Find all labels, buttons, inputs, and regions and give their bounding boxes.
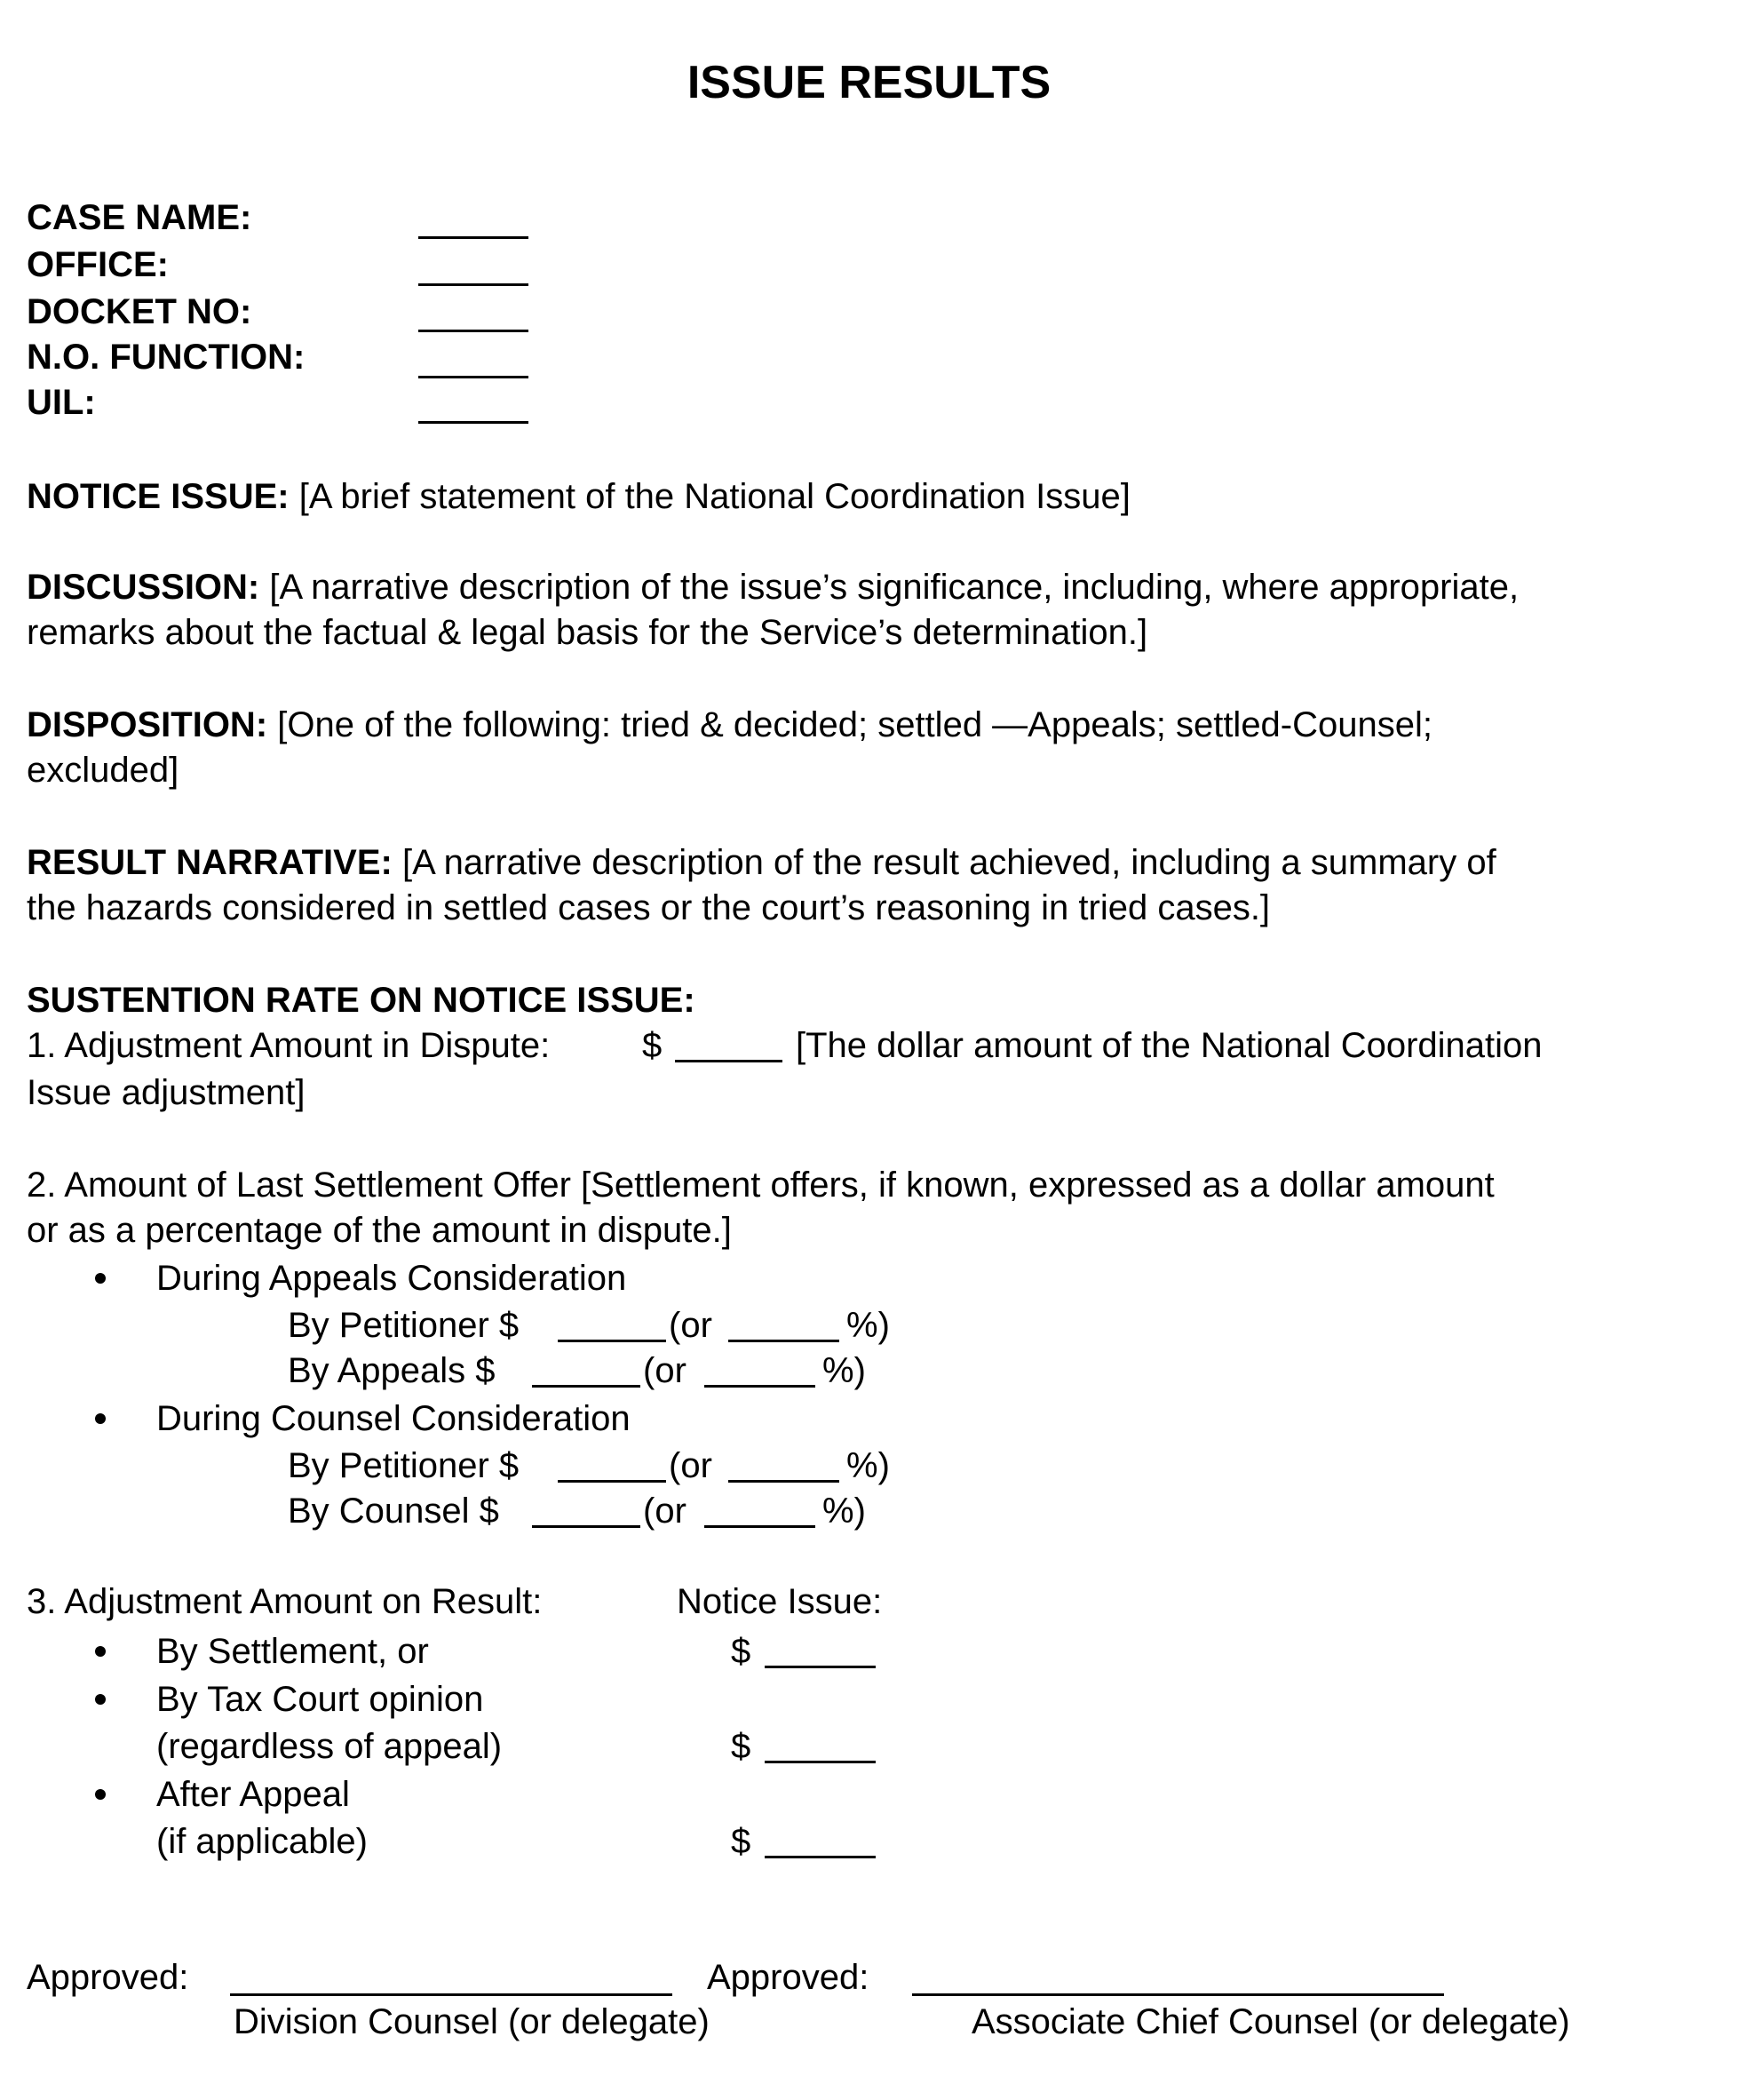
or-label: (or — [669, 1446, 712, 1485]
counsel-counsel-pct-field[interactable] — [704, 1525, 815, 1528]
after-appeal-dollar: $ — [731, 1822, 751, 1861]
bullet-icon — [95, 1273, 106, 1284]
associate-chief-counsel-caption: Associate Chief Counsel (or delegate) — [972, 2002, 1570, 2041]
bullet-icon — [95, 1789, 106, 1800]
by-tax-court-label: By Tax Court opinion — [156, 1680, 484, 1719]
sustention-heading: SUSTENTION RATE ON NOTICE ISSUE: — [27, 981, 695, 1020]
uil-label: UIL: — [27, 383, 96, 422]
approved-label-2: Approved: — [707, 1958, 869, 1997]
appeals-appeals-pct-field[interactable] — [704, 1385, 815, 1388]
or-label: (or — [669, 1306, 712, 1345]
result-narrative-text-line1: [A narrative description of the result achieved, including a summary of — [392, 843, 1496, 882]
result-narrative-label: RESULT NARRATIVE: — [27, 843, 393, 882]
item2-line2: or as a percentage of the amount in dispute.] — [27, 1211, 732, 1250]
no-function-field[interactable] — [418, 376, 528, 378]
disposition-text-line1: [One of the following: tried & decided; settled —Appeals; settled-Counsel; — [267, 705, 1432, 744]
notice-issue-text: [A brief statement of the National Coordination Issue] — [289, 477, 1131, 516]
uil-field[interactable] — [418, 421, 528, 424]
pct-suffix: %) — [822, 1491, 866, 1531]
notice-issue-section — [27, 473, 1131, 520]
appeals-petitioner-amount-field[interactable] — [558, 1340, 666, 1342]
bullet-icon — [95, 1646, 106, 1657]
by-settlement-label: By Settlement, or — [156, 1632, 429, 1671]
appeals-appeals-amount-field[interactable] — [532, 1385, 640, 1388]
by-tax-court-amount-field[interactable] — [765, 1761, 876, 1763]
result-narrative-section — [27, 839, 1496, 886]
division-counsel-caption: Division Counsel (or delegate) — [234, 2002, 710, 2041]
division-counsel-signature-field[interactable] — [230, 1993, 672, 1996]
after-appeal-label: After Appeal — [156, 1775, 350, 1814]
counsel-petitioner-label: By Petitioner $ — [288, 1446, 520, 1485]
result-narrative-text-line2: the hazards considered in settled cases or the court’s reasoning in tried cases.] — [27, 888, 1271, 927]
after-appeal-sublabel: (if applicable) — [156, 1822, 368, 1861]
by-settlement-dollar: $ — [731, 1632, 751, 1671]
notice-issue-column-header: Notice Issue: — [677, 1582, 883, 1621]
item1-line2: Issue adjustment] — [27, 1073, 306, 1112]
disposition-label: DISPOSITION: — [27, 705, 268, 744]
page-title: ISSUE RESULTS — [686, 57, 1052, 108]
counsel-counsel-amount-field[interactable] — [532, 1525, 640, 1528]
associate-chief-counsel-signature-field[interactable] — [912, 1993, 1444, 1996]
counsel-group-label: During Counsel Consideration — [156, 1399, 631, 1438]
by-tax-court-sublabel: (regardless of appeal) — [156, 1727, 503, 1766]
docket-no-field[interactable] — [418, 330, 528, 332]
pct-suffix: %) — [846, 1306, 890, 1345]
office-field[interactable] — [418, 283, 528, 286]
bullet-icon — [95, 1694, 106, 1705]
or-label: (or — [643, 1491, 686, 1531]
notice-issue-label: NOTICE ISSUE: — [27, 477, 290, 516]
item1-dollar: $ — [642, 1026, 663, 1065]
counsel-counsel-label: By Counsel $ — [288, 1491, 499, 1531]
or-label: (or — [643, 1351, 686, 1390]
discussion-text-line1: [A narrative description of the issue’s significance, including, where appropriate, — [259, 568, 1520, 607]
office-label: OFFICE: — [27, 245, 169, 284]
discussion-label: DISCUSSION: — [27, 568, 260, 607]
no-function-label: N.O. FUNCTION: — [27, 338, 306, 377]
case-name-label: CASE NAME: — [27, 198, 252, 237]
case-name-field[interactable] — [418, 236, 528, 239]
item1-suffix: [The dollar amount of the National Coordination — [796, 1026, 1543, 1065]
appeals-petitioner-pct-field[interactable] — [728, 1340, 839, 1342]
discussion-section — [27, 564, 1519, 610]
disposition-section — [27, 702, 1432, 748]
appeals-appeals-label: By Appeals $ — [288, 1351, 496, 1390]
item1-prefix: 1. Adjustment Amount in Dispute: — [27, 1026, 551, 1065]
appeals-petitioner-label: By Petitioner $ — [288, 1306, 520, 1345]
appeals-group-label: During Appeals Consideration — [156, 1259, 627, 1298]
by-tax-court-dollar: $ — [731, 1727, 751, 1766]
disposition-text-line2: excluded] — [27, 751, 179, 790]
after-appeal-amount-field[interactable] — [765, 1856, 876, 1858]
pct-suffix: %) — [822, 1351, 866, 1390]
item2-line1: 2. Amount of Last Settlement Offer [Settlement offers, if known, expressed as a dollar amount — [27, 1165, 1495, 1205]
discussion-text-line2: remarks about the factual & legal basis for the Service’s determination.] — [27, 613, 1148, 652]
item3-label: 3. Adjustment Amount on Result: — [27, 1582, 543, 1621]
counsel-petitioner-amount-field[interactable] — [558, 1480, 666, 1483]
bullet-icon — [95, 1413, 106, 1424]
docket-no-label: DOCKET NO: — [27, 292, 252, 331]
approved-label-1: Approved: — [27, 1958, 189, 1997]
pct-suffix: %) — [846, 1446, 890, 1485]
counsel-petitioner-pct-field[interactable] — [728, 1480, 839, 1483]
by-settlement-amount-field[interactable] — [765, 1666, 876, 1668]
item1-amount-field[interactable] — [675, 1060, 782, 1062]
